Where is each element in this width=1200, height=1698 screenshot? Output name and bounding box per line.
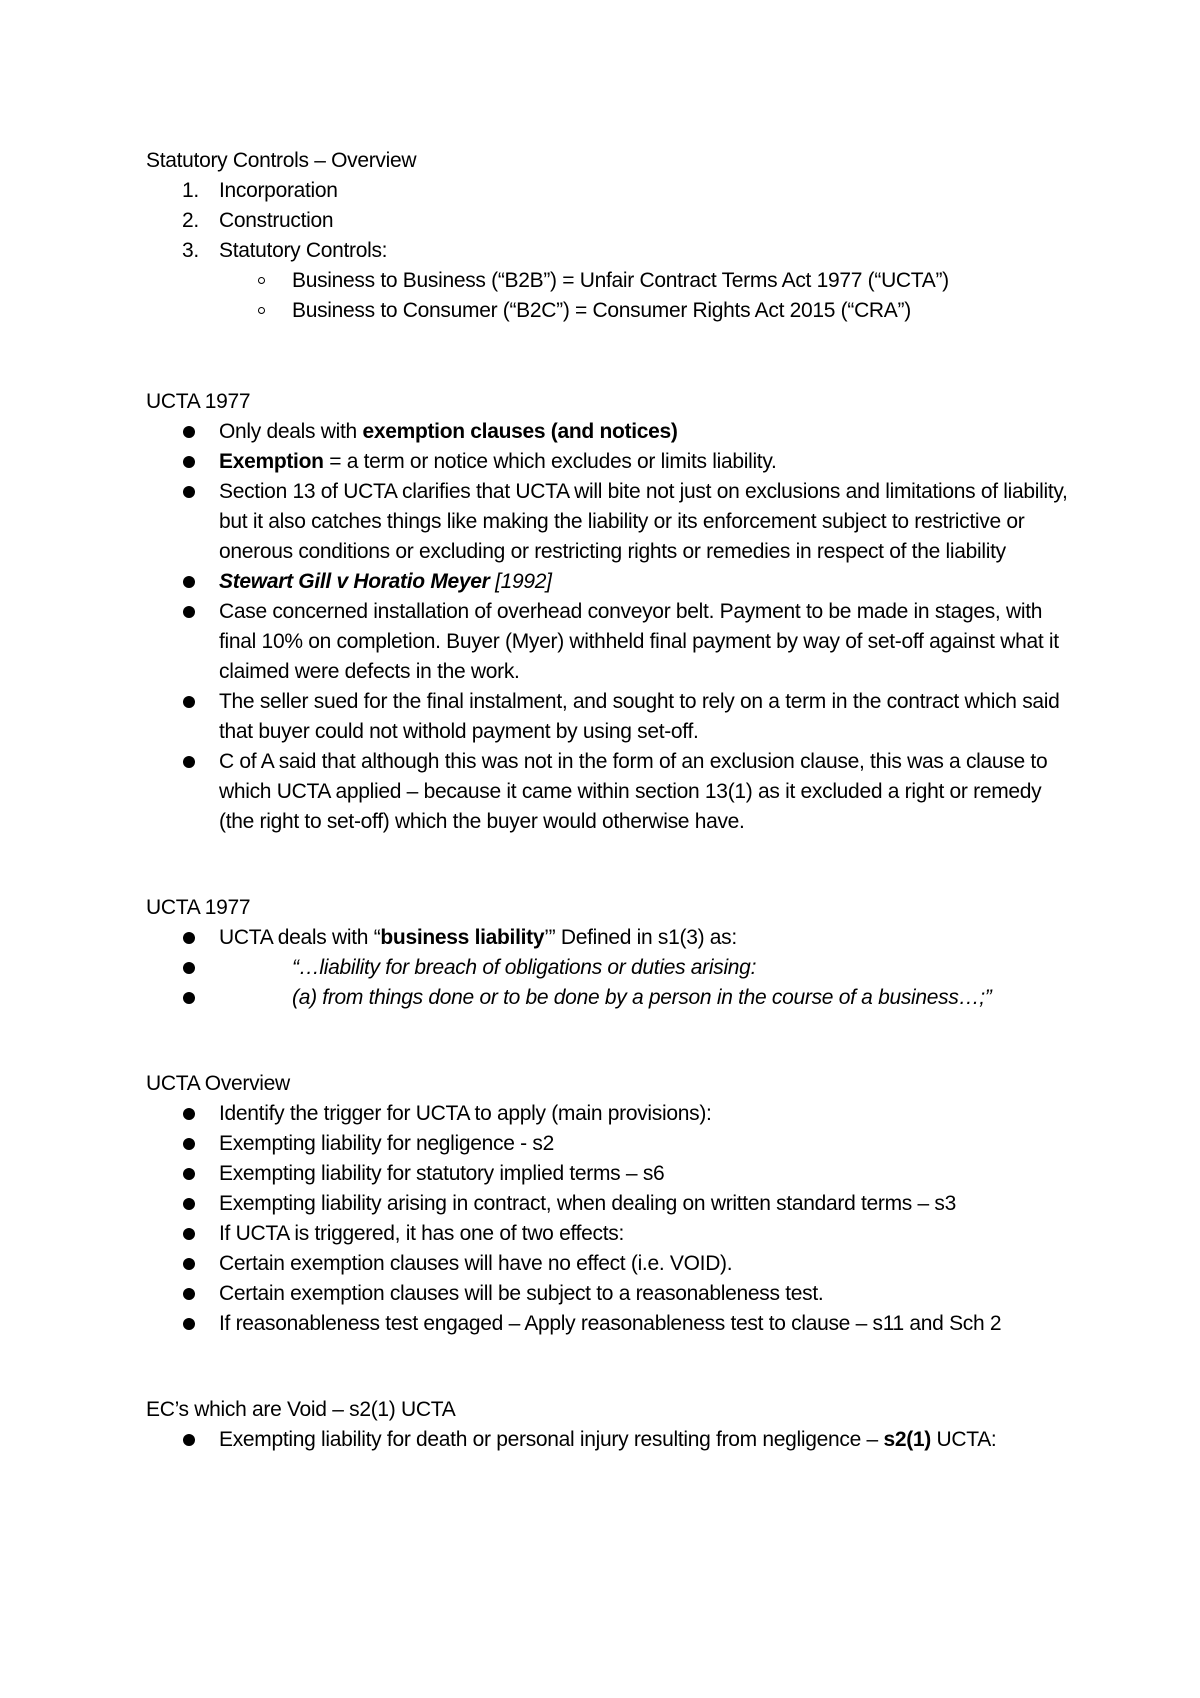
item-number: 3.	[182, 239, 199, 262]
list-item	[146, 923, 1076, 953]
case-name: Stewart Gill v Horatio Meyer	[219, 570, 490, 593]
bullet-list	[146, 417, 1076, 837]
list-item	[146, 1249, 1076, 1279]
numbered-item	[146, 206, 1076, 236]
item-text: Exempting liability for statutory implied terms – s6	[219, 1162, 665, 1185]
bullet-icon	[183, 606, 195, 618]
list-item	[146, 1189, 1076, 1219]
item-text: UCTA:	[930, 1428, 997, 1451]
document-content	[146, 146, 1076, 1455]
item-text: = a term or notice which excludes or limits liability.	[323, 450, 777, 473]
item-text: If UCTA is triggered, it has one of two effects:	[219, 1222, 625, 1245]
bullet-icon	[183, 696, 195, 708]
bullet-icon	[183, 1168, 195, 1180]
list-item	[146, 983, 1076, 1013]
bold-text: exemption clauses (and notices)	[362, 420, 678, 443]
bullet-icon	[183, 932, 195, 944]
bullet-icon	[183, 486, 195, 498]
bullet-list	[146, 1425, 1076, 1455]
bullet-icon	[183, 962, 195, 974]
bullet-icon	[183, 1138, 195, 1150]
bold-text: Exemption	[219, 450, 324, 473]
bullet-icon	[183, 1318, 195, 1330]
list-item	[146, 1425, 1076, 1455]
section-heading-ecs-void: EC’s which are Void – s2(1) UCTA	[146, 1398, 456, 1421]
bullet-icon	[183, 1198, 195, 1210]
list-item	[146, 1099, 1076, 1129]
bullet-icon	[183, 1228, 195, 1240]
sub-list-item	[146, 296, 1076, 326]
numbered-item	[146, 236, 1076, 266]
list-item	[146, 1309, 1076, 1339]
item-text: Construction	[219, 209, 334, 232]
item-text: Statutory Controls:	[219, 239, 388, 262]
item-number: 1.	[182, 179, 199, 202]
item-text: Case concerned installation of overhead conveyor belt. Payment to be made in stages, with final 10% on completion. Buyer (Myer) withheld final payment by way of set-off against what it claimed were defects in the work.	[219, 600, 1059, 683]
item-text: Only deals with	[219, 420, 363, 443]
list-item	[146, 597, 1076, 687]
section-heading-ucta-overview: UCTA Overview	[146, 1072, 290, 1095]
list-item	[146, 1159, 1076, 1189]
bullet-icon	[183, 1258, 195, 1270]
list-item	[146, 953, 1076, 983]
bold-text: s2(1)	[883, 1428, 931, 1451]
bullet-list	[146, 923, 1076, 1013]
list-item	[146, 417, 1076, 447]
item-text: Identify the trigger for UCTA to apply (main provisions):	[219, 1102, 712, 1125]
list-item	[146, 747, 1076, 837]
list-item	[146, 1129, 1076, 1159]
bullet-icon	[183, 576, 195, 588]
item-text: Exempting liability for negligence - s2	[219, 1132, 554, 1155]
item-text: C of A said that although this was not in the form of an exclusion clause, this was a clause to which UCTA applied – because it came within section 13(1) as it excluded a right or remedy (the right to set-off) which the buyer would otherwise have.	[219, 750, 1048, 833]
quote-text: (a) from things done or to be done by a person in the course of a business…;”	[292, 986, 992, 1009]
case-year: [1992]	[489, 570, 552, 593]
item-number: 2.	[182, 209, 199, 232]
bullet-icon	[183, 992, 195, 1004]
bullet-icon	[183, 1108, 195, 1120]
bullet-icon	[183, 756, 195, 768]
item-text: Section 13 of UCTA clarifies that UCTA will bite not just on exclusions and limitations of liability, but it also catches things like making the liability or its enforcement subject to restrictive or onerous conditions or excluding or restricting rights or remedies in respect of the liability	[219, 480, 1068, 563]
item-text: Certain exemption clauses will have no effect (i.e. VOID).	[219, 1252, 733, 1275]
item-text: Exempting liability arising in contract, when dealing on written standard terms – s3	[219, 1192, 957, 1215]
item-text: ’” Defined in s1(3) as:	[544, 926, 737, 949]
hollow-bullet-icon	[258, 277, 265, 284]
bullet-icon	[183, 1288, 195, 1300]
list-item	[146, 447, 1076, 477]
item-text: If reasonableness test engaged – Apply reasonableness test to clause – s11 and Sch 2	[219, 1312, 1002, 1335]
item-text: Exempting liability for death or personal injury resulting from negligence –	[219, 1428, 884, 1451]
bullet-icon	[183, 456, 195, 468]
item-text: Certain exemption clauses will be subject to a reasonableness test.	[219, 1282, 824, 1305]
item-text: Business to Business (“B2B”) = Unfair Contract Terms Act 1977 (“UCTA”)	[292, 269, 949, 292]
list-item	[146, 1219, 1076, 1249]
quote-text: “…liability for breach of obligations or duties arising:	[292, 956, 757, 979]
item-text: Business to Consumer (“B2C”) = Consumer Rights Act 2015 (“CRA”)	[292, 299, 911, 322]
section-heading-ucta-1977-business-liability: UCTA 1977	[146, 896, 251, 919]
list-item	[146, 567, 1076, 597]
list-item	[146, 477, 1076, 567]
list-item	[146, 687, 1076, 747]
bullet-icon	[183, 1434, 195, 1446]
item-text: UCTA deals with “	[219, 926, 381, 949]
sub-bullet-list	[146, 266, 1076, 326]
bullet-list	[146, 1099, 1076, 1339]
bold-text: business liability	[380, 926, 545, 949]
section-heading-ucta-1977: UCTA 1977	[146, 390, 251, 413]
numbered-item	[146, 176, 1076, 206]
hollow-bullet-icon	[258, 307, 265, 314]
item-text: Incorporation	[219, 179, 338, 202]
bullet-icon	[183, 426, 195, 438]
item-text: The seller sued for the final instalment, and sought to rely on a term in the contract which said that buyer could not withold payment by using set-off.	[219, 690, 1060, 743]
numbered-list	[146, 176, 1076, 266]
list-item	[146, 1279, 1076, 1309]
section-heading-statutory-controls: Statutory Controls – Overview	[146, 149, 417, 172]
sub-list-item	[146, 266, 1076, 296]
